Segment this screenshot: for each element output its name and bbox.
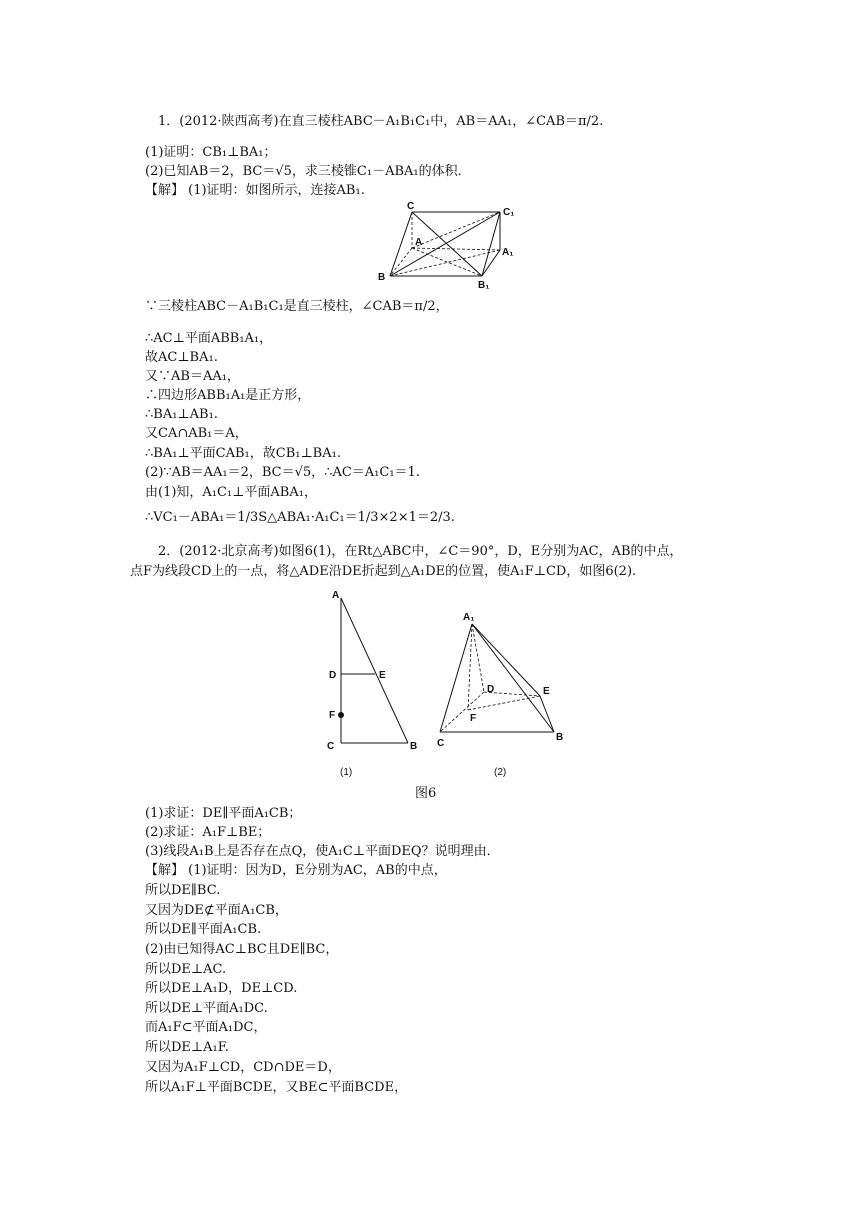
solution-2-heading: 【解】 (1)证明：因为D，E分别为AC，AB的中点， [145,863,447,878]
label-E: E [379,670,386,681]
solution-2-line-1: 所以DE∥BC. [145,883,221,898]
problem-2-part-2: (2)求证：A₁F⊥BE； [145,825,271,840]
solution-2-line-10: 又因为A₁F⊥CD，CD∩DE＝D， [145,1060,341,1075]
solution-1-line-2: ∴AC⊥平面ABB₁A₁， [145,331,273,346]
label-F: F [329,710,336,721]
solution-2-line-11: 所以A₁F⊥平面BCDE，又BE⊂平面BCDE， [145,1080,408,1095]
label-B: B [410,741,418,752]
label-B1: B₁ [478,280,490,291]
label-C: C [327,741,335,752]
problem-2-part-1: (1)求证：DE∥平面A₁CB； [145,806,302,821]
solution-1-line-4: 又∵AB＝AA₁， [145,369,240,384]
figure-6 [320,588,580,758]
label-A1: A₁ [463,612,475,623]
problem-1-part-2: (2)已知AB＝2，BC＝√5，求三棱锥C₁－ABA₁的体积． [145,164,471,179]
problem-1-statement: 1．(2012·陕西高考)在直三棱柱ABC－A₁B₁C₁中，AB＝AA₁，∠CAB＝π/2. [158,114,604,129]
solution-2-line-9: 所以DE⊥A₁F. [145,1040,229,1055]
solution-1-line-9: (2)∵AB＝AA₁＝2，BC＝√5，∴AC＝A₁C₁＝1. [145,465,420,480]
solution-1-line-8: ∴BA₁⊥平面CAB₁，故CB₁⊥BA₁. [145,446,341,461]
label-A: A [415,237,423,248]
problem-2-part-3: (3)线段A₁B上是否存在点Q，使A₁C⊥平面DEQ？说明理由． [145,844,500,859]
label-B2: B [556,732,564,743]
problem-2-statement-cont: 点F为线段CD上的一点，将△ADE沿DE折起到△A₁DE的位置，使A₁F⊥CD，如图6(2). [130,564,637,579]
figure-6-caption: 图6 [415,786,437,801]
label-C2: C [437,738,445,749]
solution-1-line-7: 又CA∩AB₁＝A， [145,426,248,441]
solution-1-line-1: ∵三棱柱ABC－A₁B₁C₁是直三棱柱，∠CAB＝π/2， [145,299,449,314]
solution-1-line-10: 由(1)知，A₁C₁⊥平面ABA₁， [145,485,317,500]
solution-2-line-3: 所以DE∥平面A₁CB. [145,922,262,937]
figure-6-sub-2: (2) [494,767,507,778]
problem-2-statement: 2．(2012·北京高考)如图6(1)，在Rt△ABC中，∠C＝90°，D，E分别为AC，AB的中点， [158,544,683,559]
label-D: D [329,670,337,681]
solution-2-line-5: 所以DE⊥AC. [145,962,227,977]
solution-1-heading: 【解】 (1)证明：如图所示，连接AB₁. [145,183,365,198]
label-B: B [378,272,386,283]
label-C1: C₁ [503,207,515,218]
problem-1-part-1: (1)证明：CB₁⊥BA₁； [145,145,277,160]
solution-2-line-7: 所以DE⊥平面A₁DC. [145,1001,268,1016]
label-D2: D [487,684,495,695]
solution-1-line-3: 故AC⊥BA₁. [145,350,218,365]
solution-2-line-6: 所以DE⊥A₁D，DE⊥CD. [145,981,298,996]
solution-2-line-4: (2)由已知得AC⊥BC且DE∥BC， [145,942,339,957]
solution-1-line-5: ∴四边形ABB₁A₁是正方形， [145,388,311,403]
prism-figure [372,198,522,292]
label-E2: E [543,686,550,697]
label-A: A [332,590,340,601]
label-C: C [407,201,415,212]
solution-1-line-11: ∴VC₁－ABA₁＝1/3S△ABA₁·A₁C₁＝1/3×2×1＝2/3. [145,510,455,525]
label-F2: F [470,713,477,724]
figure-6-sub-1: (1) [340,767,353,778]
solution-2-line-2: 又因为DE⊄平面A₁CB， [145,903,288,918]
solution-2-line-8: 而A₁F⊂平面A₁DC， [145,1020,267,1035]
solution-1-line-6: ∴BA₁⊥AB₁. [145,407,218,422]
label-A1: A₁ [502,247,514,258]
